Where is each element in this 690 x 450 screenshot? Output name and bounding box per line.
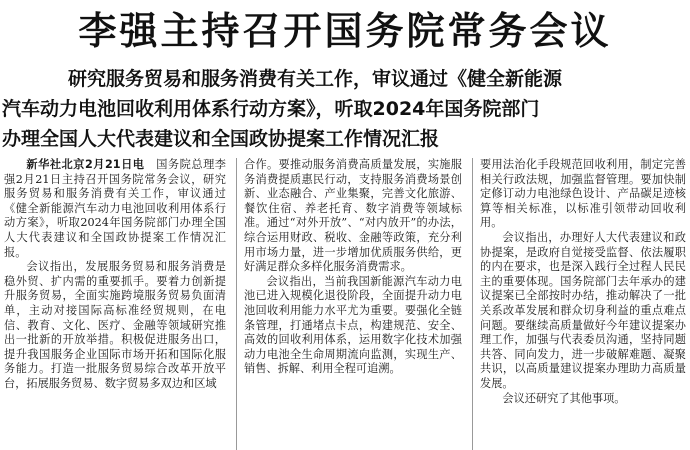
- subhead-line-3: 办理全国人大代表建议和全国政协提案工作情况汇报: [2, 128, 440, 150]
- paragraph: 合作。要推动服务消费高质量发展，实施服务消费提质惠民行动，支持服务消费场景创新、业态融合、产业集聚，完善文化旅游、餐饮住宿、养老托育、数字消费等领域标准。通过“对外开放”、“对内放开”的办法，综合运用财政、税收、金融等政策，充分利用市场力量，进一步增加优质服务供给，更好满足群众多样化服务消费需求。: [244, 158, 462, 274]
- article-body: [0, 158, 690, 450]
- paragraph-text: 国务院总理李强2月21日主持召开国务院常务会议，研究服务贸易和服务消费有关工作，审议通过《健全新能源汽车动力电池回收利用体系行动方案》，听取2024年国务院部门办理全国人大代表建议和全国政协提案工作情况汇报。: [4, 158, 226, 259]
- subheadline: [0, 64, 690, 154]
- paragraph: 会议指出，发展服务贸易和服务消费是稳外贸、扩内需的重要抓手。要着力创新提升服务贸易，全面实施跨境服务贸易负面清单，主动对接国际高标准经贸规则，在电信、教育、文化、医疗、金融等领域研究推出一批新的开放举措。积极促进服务出口，提升我国服务企业国际市场开拓和国际化服务能力。打造一批服务贸易综合改革开放平台，拓展服务贸易、数字贸易多双边和区域: [4, 260, 226, 390]
- paragraph: 会议指出，办理好人大代表建议和政协提案，是政府自觉接受监督、依法履职的内在要求，也是深入践行全过程人民民主的重要体现。国务院部门去年承办的建议提案已全部按时办结，推动解决了一批关系改革发展和群众切身利益的重点难点问题。要继续高质量做好今年建议提案办理工作，加强与代表委员沟通，坚持同题共答、同向发力，进一步破解难题、凝聚共识，以高质量建议提案办理助力高质量发展。: [480, 230, 686, 390]
- article-column-2: [244, 158, 462, 450]
- paragraph: 会议指出，当前我国新能源汽车动力电池已进入规模化退役阶段，全面提升动力电池回收利用能力水平尤为重要。要强化全链条管理，打通堵点卡点，构建规范、安全、高效的回收利用体系，运用数字化技术加强动力电池全生命周期流向监测，实现生产、销售、拆解、利用全程可追溯。: [244, 274, 462, 376]
- headline: 李强主持召开国务院常务会议: [78, 9, 612, 53]
- subhead-line-2: 汽车动力电池回收利用体系行动方案》，听取2024年国务院部门: [2, 98, 540, 120]
- paragraph: [4, 158, 226, 260]
- dateline: 新华社北京2月21日电: [26, 158, 145, 171]
- paragraph: 会议还研究了其他事项。: [502, 391, 626, 405]
- subhead-line-1: 研究服务贸易和服务消费有关工作，审议通过《健全新能源: [68, 68, 563, 90]
- column-divider: [236, 158, 237, 450]
- paragraph: 要用法治化手段规范回收利用，制定完善相关行政法规，加强监督管理。要加快制定修订动力电池绿色设计、产品碳足迹核算等相关标准，以标准引领带动回收利用。: [480, 158, 686, 230]
- column-divider: [472, 158, 473, 450]
- article-column-1: [4, 158, 226, 450]
- article-column-3: [480, 158, 686, 450]
